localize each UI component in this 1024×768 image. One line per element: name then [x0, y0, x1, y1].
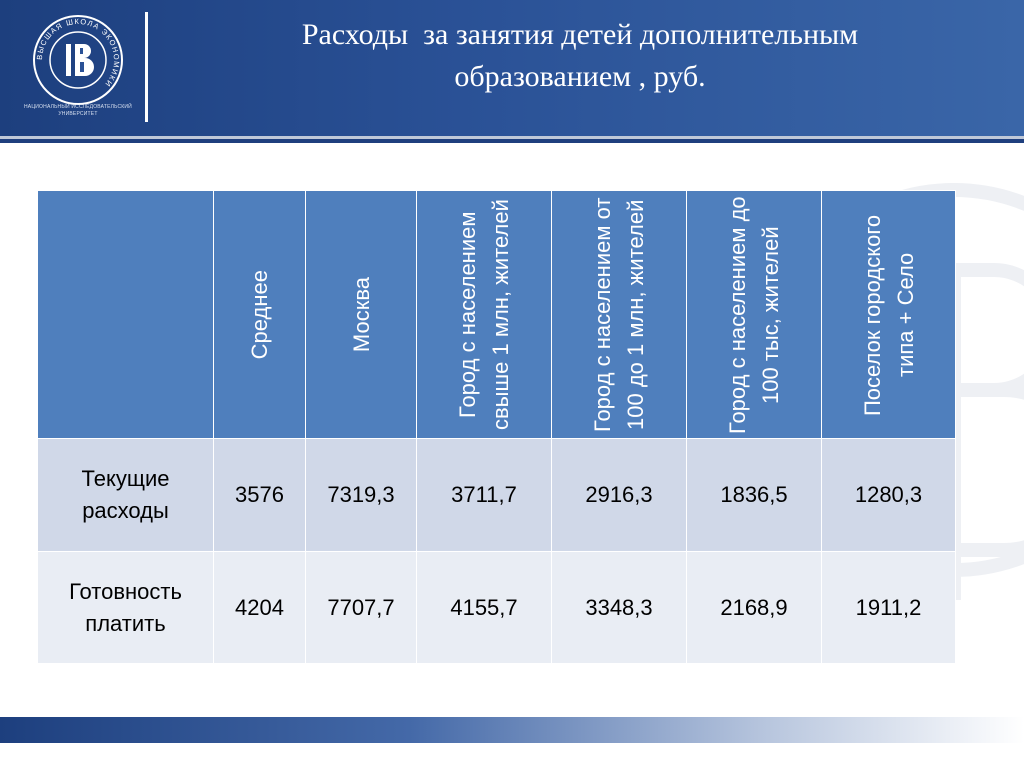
logo-caption-line1: НАЦИОНАЛЬНЫЙ ИССЛЕДОВАТЕЛЬСКИЙ — [24, 104, 132, 110]
table-cell: 4204 — [214, 552, 306, 664]
table-cell: 1836,5 — [687, 439, 822, 552]
header-separator-dark — [0, 139, 1024, 143]
column-header-label: Среднее — [247, 269, 272, 360]
logo-caption-line2: УНИВЕРСИТЕТ — [58, 111, 98, 117]
table-cell: 3348,3 — [552, 552, 687, 664]
expenses-table — [37, 190, 956, 664]
table-corner-cell — [38, 191, 214, 439]
table-header-row — [38, 191, 956, 439]
column-header-label: Город с населением до 100 тыс, жителей — [725, 195, 783, 434]
column-header-label: Москва — [348, 276, 374, 353]
column-header — [687, 191, 822, 439]
column-header — [214, 191, 306, 439]
table-cell: 4155,7 — [417, 552, 552, 664]
slide-title-line2: образованием , руб. — [454, 60, 706, 93]
logo-caption — [10, 104, 146, 118]
table-cell: 2168,9 — [687, 552, 822, 664]
column-header-label: Город с населением свыше 1 млн, жителей — [455, 199, 513, 430]
slide-title-line1: Расходы за занятия детей дополнительным — [301, 18, 859, 51]
column-header-label: Город с населением от 100 до 1 млн, жителей — [590, 197, 648, 432]
column-header — [417, 191, 552, 439]
column-header — [306, 191, 417, 439]
hse-logo-icon — [32, 14, 124, 106]
table-cell: 3576 — [214, 439, 306, 552]
column-header-label: Поселок городского типа + Село — [859, 213, 918, 416]
column-header — [552, 191, 687, 439]
table-cell: 7319,3 — [306, 439, 417, 552]
table-cell: 7707,7 — [306, 552, 417, 664]
header-divider — [145, 12, 148, 122]
table-row — [38, 439, 956, 552]
table-cell: 2916,3 — [552, 439, 687, 552]
logo-ring-text: ВЫСШАЯ ШКОЛА ЭКОНОМИКИ — [34, 16, 122, 90]
row-label: Текущие расходы — [38, 439, 214, 552]
table-row — [38, 552, 956, 664]
row-label: Готовность платить — [38, 552, 214, 664]
slide-title — [160, 14, 1000, 98]
table-cell: 3711,7 — [417, 439, 552, 552]
table-cell: 1911,2 — [822, 552, 956, 664]
footer-bar — [0, 717, 1024, 743]
table-cell: 1280,3 — [822, 439, 956, 552]
column-header — [822, 191, 956, 439]
